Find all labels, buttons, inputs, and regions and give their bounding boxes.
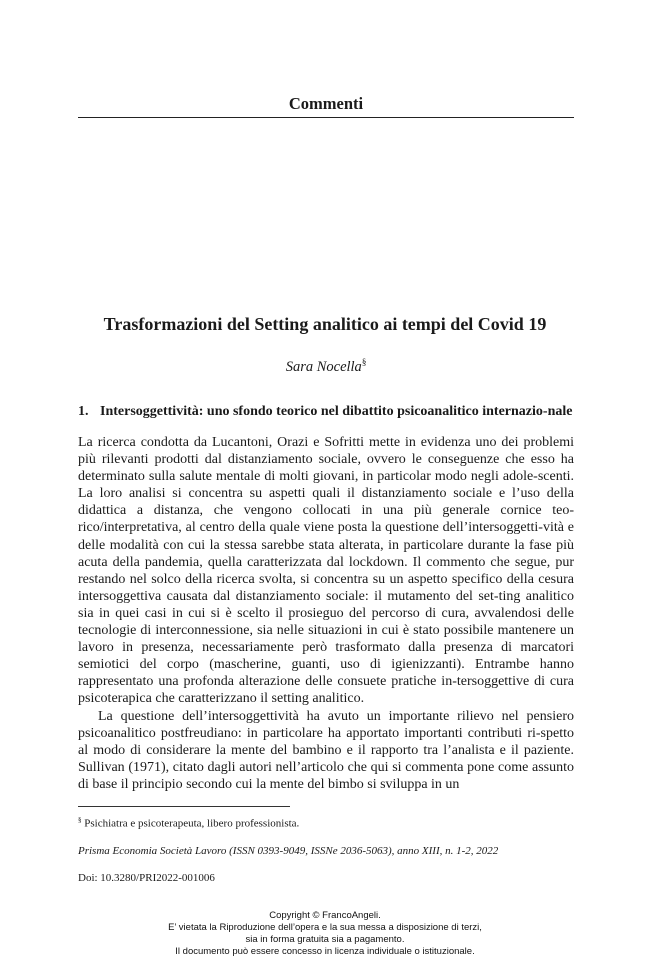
paragraph-2: La questione dell’intersoggettività ha avuto un importante rilievo nel pensiero psicoanalitico postfreudiano: in particolare ha apportato importanti contributi ri-spetto al modo di considerare la mente del bambino e il rapporto tra l’analista e il paziente. Sullivan (1971), citato dagli autori nell’articolo che qui si commenta pone come assunto di base il principio secondo cui la mente del bimbo si sviluppa in un — [78, 708, 574, 792]
body-text — [78, 434, 574, 793]
author-name — [78, 357, 574, 376]
author-name-text: Sara Nocella — [285, 358, 362, 375]
author-footnote-mark: § — [361, 357, 367, 367]
copyright-line-2: E’ vietata la Riproduzione dell’opera e la sua messa a disposizione di terzi, — [168, 922, 482, 933]
copyright-line-3: sia in forma gratuita sia a pagamento. — [245, 934, 405, 945]
section-heading — [78, 403, 574, 420]
section-heading-text: Intersoggettività: uno sfondo teorico nel dibattito psicoanalitico internazio-nale — [100, 404, 573, 419]
copyright-notice — [60, 910, 590, 958]
footnote-divider — [78, 806, 290, 807]
copyright-line-1: Copyright © FrancoAngeli. — [269, 910, 381, 921]
paragraph-1: La ricerca condotta da Lucantoni, Orazi e Sofritti mette in evidenza uno dei problemi più rilevanti prodotti dal distanziamento sociale, ovvero le conseguenze che esso ha determinato sulla salute mentale di molti giovani, in particolar modo negli adole-scenti. La loro analisi si concentra su aspetti quali il distanziamento sociale e l’uso della didattica a distanza, che vengono collocati in una più generale cornice teo-rico/interpretativa, al centro della quale viene posta la questione dell’intersoggetti-vità e delle modalità con cui la stessa sarebbe stata alterata, in particolare durante la fase più acuta della pandemia, quella caratterizzata dal lockdown. Il commento che segue, pur restando nel solco della ricerca svolta, si concentra su un aspetto specifico della cesura intersoggettiva causata dal distanziamento sociale: il mutamento del set-ting analitico sia in quei casi in cui si è scelto il prosieguo del percorso di cura, avvalendosi delle tecnologie di interconnessione, sia nelle situazioni in cui è stato possibile mantenere un lavoro in presenza, necessariamente però trasformato dalla presenza di marcatori semiotici del corpo (mascherine, guanti, uso di igienizzanti). Entrambe hanno rappresentato una profonda alterazione delle consuete pratiche in-tersoggettive di cura psicoterapica che caratterizzano il setting analitico. — [78, 435, 574, 707]
copyright-line-4: Il documento può essere concesso in licenza individuale o istituzionale. — [175, 946, 475, 957]
section-header: Commenti — [78, 94, 574, 118]
footnote — [78, 816, 574, 830]
section-number: 1. — [78, 404, 89, 419]
journal-citation: Prisma Economia Società Lavoro (ISSN 0393-9049, ISSNe 2036-5063), anno XIII, n. 1-2, 2022 — [78, 845, 499, 857]
doi: Doi: 10.3280/PRI2022-001006 — [78, 872, 215, 884]
footnote-text: Psichiatra e psicoterapeuta, libero professionista. — [81, 817, 300, 830]
article-title: Trasformazioni del Setting analitico ai tempi del Covid 19 — [103, 314, 547, 334]
footnote-mark: § — [78, 816, 82, 824]
